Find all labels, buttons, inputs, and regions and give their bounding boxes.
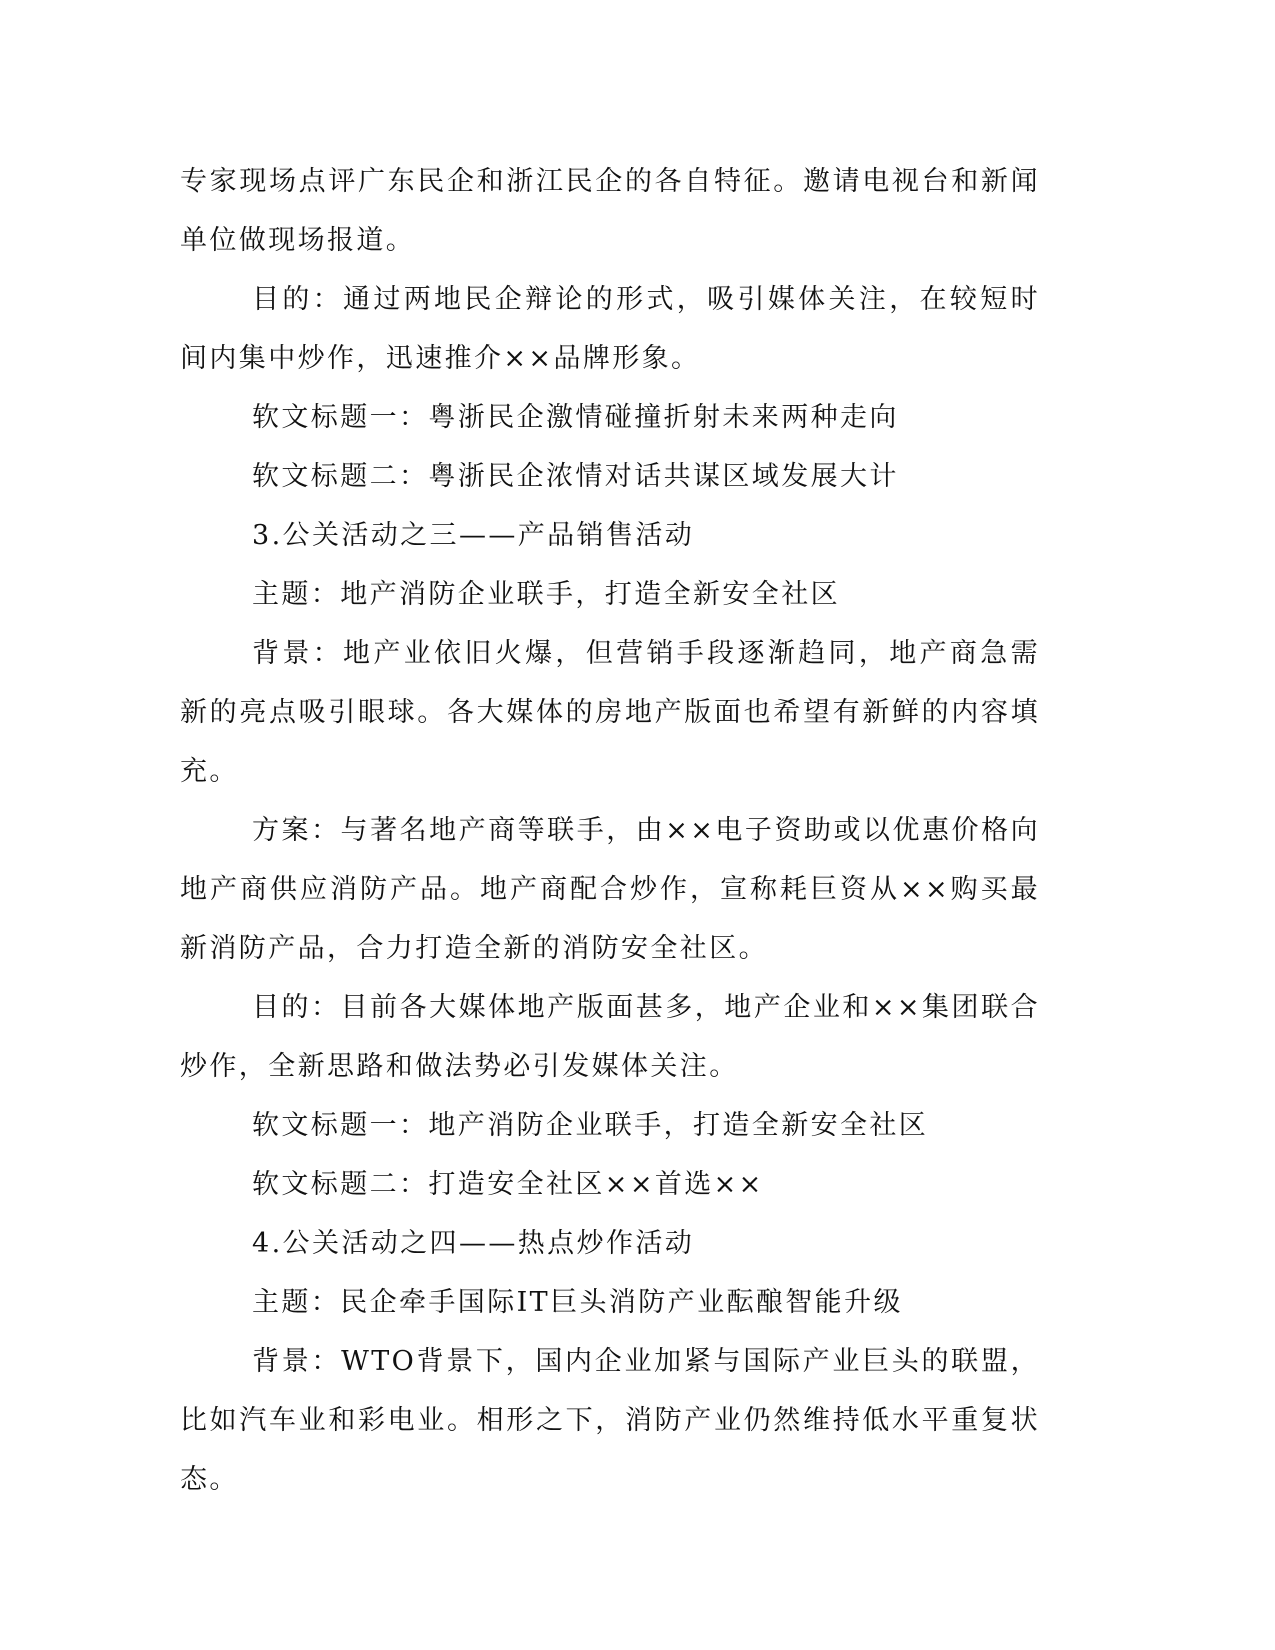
document-body — [180, 152, 1040, 1509]
section-heading: 3.公关活动之三——产品销售活动 — [252, 520, 695, 551]
paragraph: 主题：地产消防企业联手，打造全新安全社区 — [252, 579, 840, 610]
paragraph: 背景：WTO背景下，国内企业加紧与国际产业巨头的联盟，比如汽车业和彩电业。相形之下，消防产业仍然维持低水平重复状态。 — [180, 1346, 1040, 1495]
paragraph: 方案：与著名地产商等联手，由××电子资助或以优惠价格向地产商供应消防产品。地产商配合炒作，宣称耗巨资从××购买最新消防产品，合力打造全新的消防安全社区。 — [180, 815, 1040, 964]
paragraph: 目的：通过两地民企辩论的形式，吸引媒体关注，在较短时间内集中炒作，迅速推介××品牌形象。 — [180, 284, 1040, 374]
paragraph: 主题：民企牵手国际IT巨头消防产业酝酿智能升级 — [252, 1287, 903, 1318]
section-heading: 4.公关活动之四——热点炒作活动 — [252, 1228, 695, 1259]
paragraph: 目的：目前各大媒体地产版面甚多，地产企业和××集团联合炒作，全新思路和做法势必引发媒体关注。 — [180, 992, 1040, 1082]
paragraph: 软文标题二：打造安全社区××首选×× — [252, 1169, 764, 1200]
paragraph: 软文标题二：粤浙民企浓情对话共谋区域发展大计 — [252, 461, 899, 492]
paragraph: 软文标题一：粤浙民企激情碰撞折射未来两种走向 — [252, 402, 899, 433]
paragraph: 背景：地产业依旧火爆，但营销手段逐渐趋同，地产商急需新的亮点吸引眼球。各大媒体的房地产版面也希望有新鲜的内容填充。 — [180, 638, 1040, 787]
paragraph: 软文标题一：地产消防企业联手，打造全新安全社区 — [252, 1110, 929, 1141]
paragraph: 专家现场点评广东民企和浙江民企的各自特征。邀请电视台和新闻单位做现场报道。 — [180, 166, 1040, 256]
